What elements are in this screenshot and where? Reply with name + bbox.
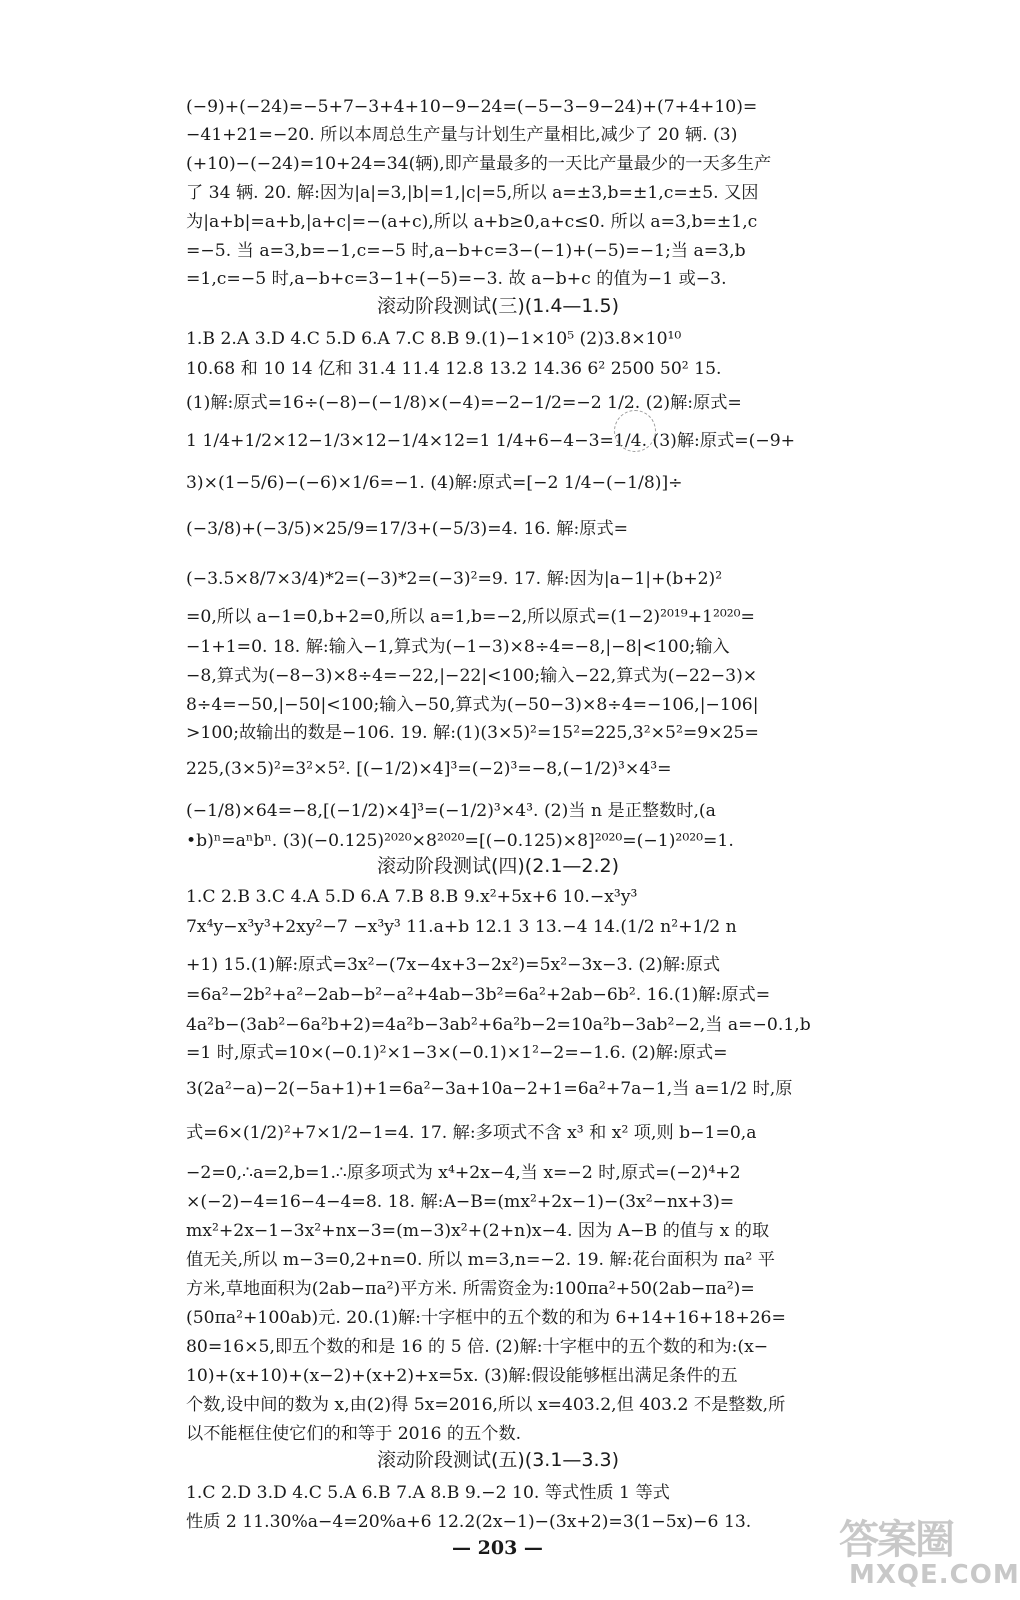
text-line: 1 1/4+1/2×12−1/3×12−1/4×12=1 1/4+6−4−3=1/4. (3)解:原式=(−9+ [186,431,796,451]
text-line: 3(2a²−a)−2(−5a+1)+1=6a²−3a+10a−2+1=6a²+7a−1,当 a=1/2 时,原 [186,1079,793,1099]
text-line: 1.C 2.B 3.C 4.A 5.D 6.A 7.B 8.B 9.x²+5x+6 10.−x³y³ [186,887,638,907]
text-line: (50πa²+100ab)元. 20.(1)解:十字框中的五个数的和为 6+14+16+18+26= [186,1308,786,1328]
text-line: =−5. 当 a=3,b=−1,c=−5 时,a−b+c=3−(−1)+(−5)=−1;当 a=3,b [186,241,746,261]
text-line: =1,c=−5 时,a−b+c=3−1+(−5)=−3. 故 a−b+c 的值为−1 或−3. [186,269,727,289]
text-line: 方米,草地面积为(2ab−πa²)平方米. 所需资金为:100πa²+50(2ab−πa²)= [186,1279,755,1299]
watermark-site: MXQE.COM [849,1560,1020,1590]
text-line: (−9)+(−24)=−5+7−3+4+10−9−24=(−5−3−9−24)+(7+4+10)= [186,97,758,117]
page-number: — 203 — [452,1537,543,1559]
text-line: (+10)−(−24)=10+24=34(辆),即产量最多的一天比产量最少的一天多生产 [186,154,772,174]
stamp-mark [614,410,656,452]
text-line: 3)×(1−5/6)−(−6)×1/6=−1. (4)解:原式=[−2 1/4−(−1/8)]÷ [186,473,683,493]
text-line: 性质 2 11.30%a−4=20%a+6 12.2(2x−1)−(3x+2)=3(1−5x)−6 13. [186,1512,752,1532]
text-line: 80=16×5,即五个数的和是 16 的 5 倍. (2)解:十字框中的五个数的和为:(x− [186,1337,769,1357]
text-line: 8÷4=−50,|−50|<100;输入−50,算式为(−50−3)×8÷4=−106,|−106| [186,695,759,715]
text-line: 1.B 2.A 3.D 4.C 5.D 6.A 7.C 8.B 9.(1)−1×10⁵ (2)3.8×10¹⁰ [186,329,682,349]
text-line: 1.C 2.D 3.D 4.C 5.A 6.B 7.A 8.B 9.−2 10. 等式性质 1 等式 [186,1483,670,1503]
text-line: mx²+2x−1−3x²+nx−3=(m−3)x²+(2+n)x−4. 因为 A−B 的值与 x 的取 [186,1221,770,1241]
section-heading: 滚动阶段测试(五)(3.1—3.3) [376,1449,620,1471]
text-line: =0,所以 a−1=0,b+2=0,所以 a=1,b=−2,所以原式=(1−2)²⁰¹⁹+1²⁰²⁰= [186,607,755,627]
text-line: 值无关,所以 m−3=0,2+n=0. 所以 m=3,n=−2. 19. 解:花台面积为 πa² 平 [186,1250,775,1270]
text-line: 为|a+b|=a+b,|a+c|=−(a+c),所以 a+b≥0,a+c≤0. 所以 a=3,b=±1,c [186,212,758,232]
text-line: −1+1=0. 18. 解:输入−1,算式为(−1−3)×8÷4=−8,|−8|<100;输入 [186,637,730,657]
text-line: 个数,设中间的数为 x,由(2)得 5x=2016,所以 x=403.2,但 403.2 不是整数,所 [186,1395,786,1415]
text-line: >100;故输出的数是−106. 19. 解:(1)(3×5)²=15²=225,3²×5²=9×25= [186,723,759,743]
text-line: (−3/8)+(−3/5)×25/9=17/3+(−5/3)=4. 16. 解:原式= [186,519,629,539]
text-line: −2=0,∴a=2,b=1.∴原多项式为 x⁴+2x−4,当 x=−2 时,原式=(−2)⁴+2 [186,1163,741,1183]
section-heading: 滚动阶段测试(三)(1.4—1.5) [376,295,620,317]
text-line: 10.68 和 10 14 亿和 31.4 11.4 12.8 13.2 14.36 6² 2500 50² 15. [186,359,722,379]
section-heading: 滚动阶段测试(四)(2.1—2.2) [376,855,620,877]
watermark-glyphs: 答案圈 [839,1517,953,1563]
text-line: =6a²−2b²+a²−2ab−b²−a²+4ab−3b²=6a²+2ab−6b². 16.(1)解:原式= [186,985,771,1005]
text-line: =1 时,原式=10×(−0.1)²×1−3×(−0.1)×1²−2=−1.6. (2)解:原式= [186,1043,728,1063]
text-line: 4a²b−(3ab²−6a²b+2)=4a²b−3ab²+6a²b−2=10a²b−3ab²−2,当 a=−0.1,b [186,1015,811,1035]
text-line: 225,(3×5)²=3²×5². [(−1/2)×4]³=(−2)³=−8,(−1/2)³×4³= [186,759,672,779]
text-line: 10)+(x+10)+(x−2)+(x+2)+x=5x. (3)解:假设能够框出满足条件的五 [186,1366,738,1386]
text-line: 式=6×(1/2)²+7×1/2−1=4. 17. 解:多项式不含 x³ 和 x² 项,则 b−1=0,a [186,1123,757,1143]
text-line: −41+21=−20. 所以本周总生产量与计划生产量相比,减少了 20 辆. (3) [186,125,738,145]
text-line: (−1/8)×64=−8,[(−1/2)×4]³=(−1/2)³×4³. (2)当 n 是正整数时,(a [186,801,716,821]
text-line: (1)解:原式=16÷(−8)−(−1/8)×(−4)=−2−1/2=−2 1/2. (2)解:原式= [186,393,742,413]
text-line: 以不能框住使它们的和等于 2016 的五个数. [186,1424,522,1444]
text-line: •b)ⁿ=aⁿbⁿ. (3)(−0.125)²⁰²⁰×8²⁰²⁰=[(−0.125)×8]²⁰²⁰=(−1)²⁰²⁰=1. [186,831,734,851]
text-line: (−3.5×8/7×3/4)*2=(−3)*2=(−3)²=9. 17. 解:因为|a−1|+(b+2)² [186,569,723,589]
text-line: +1) 15.(1)解:原式=3x²−(7x−4x+3−2x²)=5x²−3x−3. (2)解:原式 [186,955,721,975]
watermark-logo [835,1508,1020,1594]
text-line: −8,算式为(−8−3)×8÷4=−22,|−22|<100;输入−22,算式为(−22−3)× [186,666,758,686]
text-line: ×(−2)−4=16−4−4=8. 18. 解:A−B=(mx²+2x−1)−(3x²−nx+3)= [186,1192,735,1212]
text-line: 了 34 辆. 20. 解:因为|a|=3,|b|=1,|c|=5,所以 a=±3,b=±1,c=±5. 又因 [186,183,759,203]
text-line: 7x⁴y−x³y³+2xy²−7 −x³y³ 11.a+b 12.1 3 13.−4 14.(1/2 n²+1/2 n [186,917,737,937]
